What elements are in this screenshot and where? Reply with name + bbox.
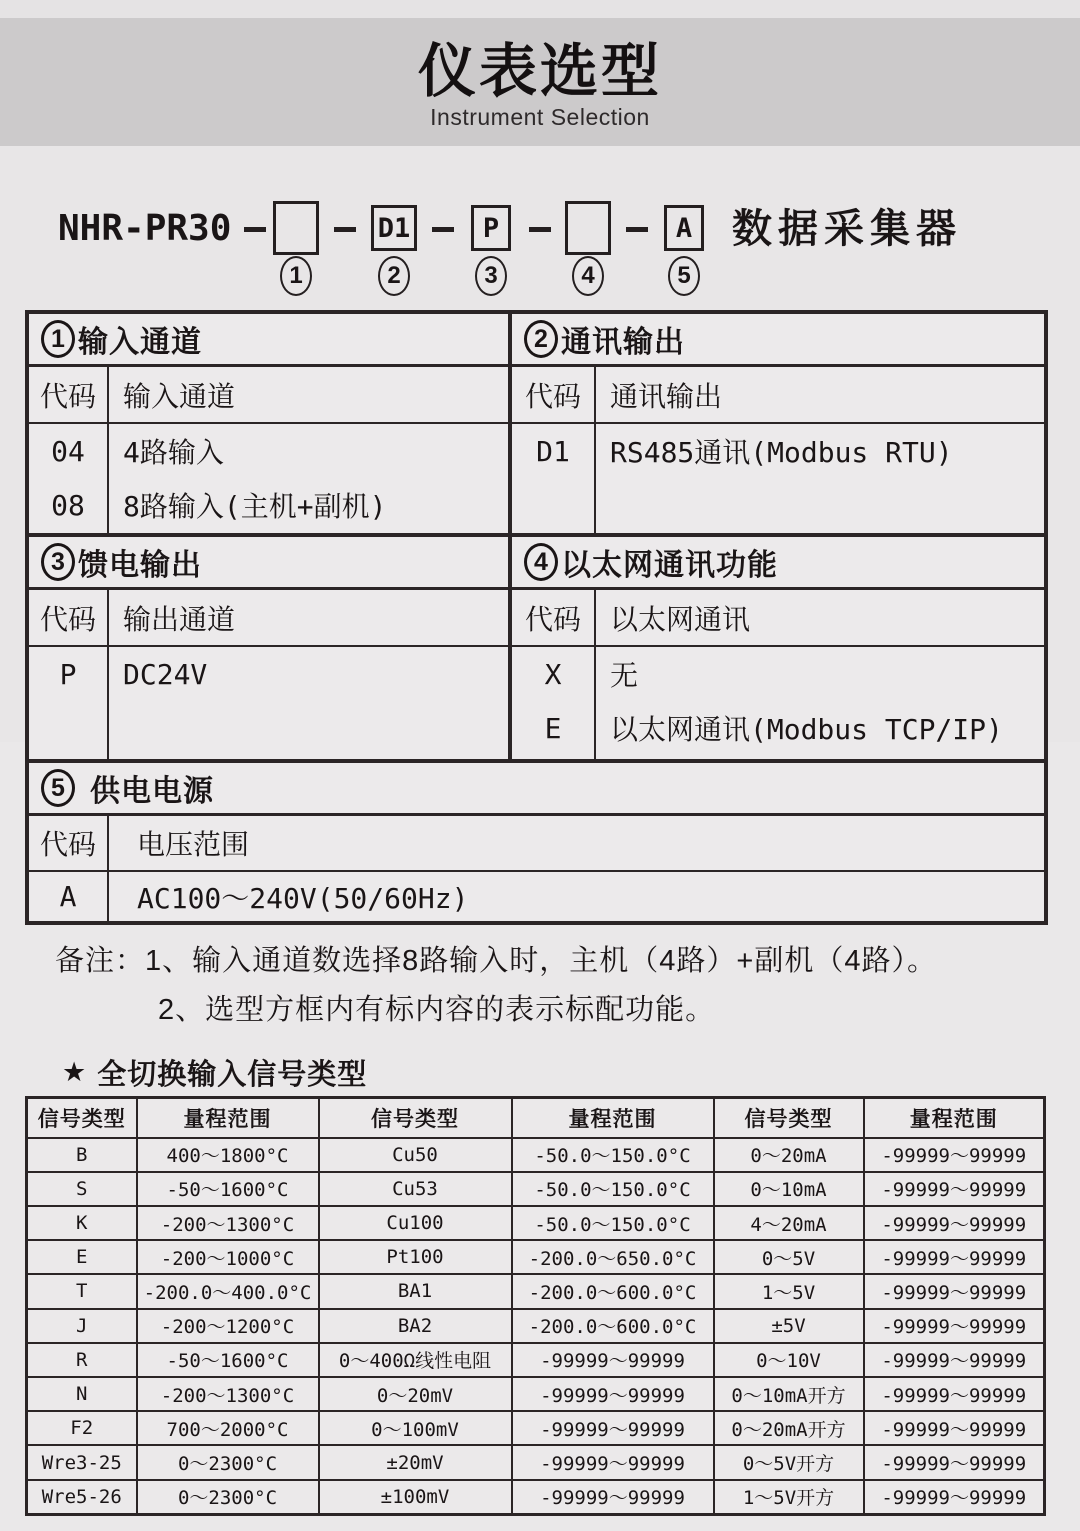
model-slot-2: D1 — [371, 205, 417, 251]
signal-type-cell: S — [27, 1172, 137, 1206]
model-index-2: 2 — [378, 256, 410, 296]
table-row — [27, 1343, 1045, 1377]
signal-type-cell: N — [27, 1377, 137, 1411]
range-cell: -99999～99999 — [512, 1343, 714, 1377]
section-title: 以太网通讯功能 — [561, 549, 778, 582]
signal-type-cell: 0～20mA — [714, 1138, 864, 1172]
code-column-header: 代码 — [29, 590, 109, 645]
table-row — [27, 1377, 1045, 1411]
signal-type-cell: Cu53 — [319, 1172, 512, 1206]
range-cell: -99999～99999 — [512, 1377, 714, 1411]
option-code: X — [544, 657, 562, 691]
signal-type-cell: 1～5V — [714, 1274, 864, 1308]
circled-index: 4 — [524, 543, 558, 581]
signal-type-cell: T — [27, 1274, 137, 1308]
range-cell: -99999～99999 — [864, 1240, 1045, 1274]
range-cell: -99999～99999 — [512, 1445, 714, 1479]
desc-column-header: 输出通道 — [123, 603, 236, 635]
desc-column-header: 通讯输出 — [610, 380, 723, 412]
section-5-power-supply — [29, 763, 1044, 921]
range-cell: -99999～99999 — [512, 1480, 714, 1515]
signal-types-table — [25, 1096, 1046, 1516]
signal-type-cell: Pt100 — [319, 1240, 512, 1274]
circled-index: 2 — [524, 320, 558, 358]
range-cell: -50～1600°C — [137, 1172, 319, 1206]
table-row — [27, 1172, 1045, 1206]
note-line-1: 备注：1、输入通道数选择8路输入时，主机（4路）+副机（4路）。 — [55, 945, 937, 977]
model-slot-4 — [565, 201, 611, 255]
table-row — [27, 1274, 1045, 1308]
note-line-2: 2、选型方框内有标内容的表示标配功能。 — [158, 994, 716, 1026]
signal-types-title-text: 全切换输入信号类型 — [97, 1059, 368, 1091]
code-column-header: 代码 — [29, 816, 109, 870]
option-code: A — [59, 880, 77, 913]
code-column-header: 代码 — [29, 367, 109, 422]
option-desc: RS485通讯(Modbus RTU) — [610, 436, 953, 469]
table-row — [27, 1206, 1045, 1240]
range-cell: -50.0～150.0°C — [512, 1206, 714, 1240]
range-cell: 0～2300°C — [137, 1480, 319, 1515]
signal-type-cell: BA2 — [319, 1309, 512, 1343]
signal-type-cell: Cu100 — [319, 1206, 512, 1240]
range-cell: -99999～99999 — [864, 1343, 1045, 1377]
code-column-header: 代码 — [512, 590, 596, 645]
signal-type-cell: B — [27, 1138, 137, 1172]
model-slot-1 — [273, 201, 319, 255]
signal-type-cell: Wre5-26 — [27, 1480, 137, 1515]
range-cell: -200～1000°C — [137, 1240, 319, 1274]
dash-separator — [626, 227, 648, 232]
circled-index: 5 — [41, 769, 75, 807]
desc-column-header: 输入通道 — [123, 380, 236, 412]
option-desc: 8路输入(主机+副机) — [123, 490, 387, 523]
signal-type-cell: BA1 — [319, 1274, 512, 1308]
signal-types-title — [62, 1052, 367, 1093]
page-title: 仪表选型 — [417, 38, 662, 104]
signal-type-cell: 0～10V — [714, 1343, 864, 1377]
range-cell: -50.0～150.0°C — [512, 1138, 714, 1172]
model-suffix: 数据采集器 — [732, 207, 962, 251]
column-header: 量程范围 — [864, 1098, 1045, 1138]
range-cell: -200.0～600.0°C — [512, 1274, 714, 1308]
option-desc: 无 — [610, 659, 639, 692]
column-header: 信号类型 — [319, 1098, 512, 1138]
range-cell: -99999～99999 — [864, 1480, 1045, 1515]
range-cell: -99999～99999 — [864, 1138, 1045, 1172]
range-cell: -50.0～150.0°C — [512, 1172, 714, 1206]
range-cell: -99999～99999 — [864, 1411, 1045, 1445]
option-desc: DC24V — [123, 657, 208, 691]
option-code: D1 — [536, 434, 570, 468]
signal-type-cell: 0～10mA — [714, 1172, 864, 1206]
signal-type-cell: ±5V — [714, 1309, 864, 1343]
dash-separator — [432, 227, 454, 232]
section-title: 输入通道 — [78, 326, 202, 359]
option-code: 04 — [51, 434, 85, 468]
signal-type-cell: Wre3-25 — [27, 1445, 137, 1479]
range-cell: -200～1300°C — [137, 1377, 319, 1411]
section-title: 通讯输出 — [561, 326, 685, 359]
signal-type-cell: R — [27, 1343, 137, 1377]
model-prefix: NHR-PR30 — [58, 208, 232, 249]
dash-separator — [244, 227, 266, 232]
section-title: 馈电输出 — [78, 549, 202, 582]
signal-type-cell: J — [27, 1309, 137, 1343]
signal-type-cell: 0～10mA开方 — [714, 1377, 864, 1411]
range-cell: -99999～99999 — [864, 1206, 1045, 1240]
option-code: 08 — [51, 488, 85, 522]
option-desc: 以太网通讯(Modbus TCP/IP) — [610, 713, 1003, 746]
page-header — [0, 18, 1080, 146]
circled-index: 3 — [41, 543, 75, 581]
section-3-power-feed-output — [29, 537, 512, 759]
range-cell: -200.0～600.0°C — [512, 1309, 714, 1343]
option-code: E — [544, 711, 562, 745]
signal-type-cell: 0～20mA开方 — [714, 1411, 864, 1445]
range-cell: -200.0～400.0°C — [137, 1274, 319, 1308]
range-cell: -200～1200°C — [137, 1309, 319, 1343]
star-icon: ★ — [62, 1057, 88, 1087]
range-cell: 400～1800°C — [137, 1138, 319, 1172]
range-cell: -50～1600°C — [137, 1343, 319, 1377]
code-column-header: 代码 — [512, 367, 596, 422]
circled-index: 1 — [41, 320, 75, 358]
page-subtitle: Instrument Selection — [430, 103, 650, 130]
background-band-top — [0, 0, 1080, 18]
signal-type-cell: K — [27, 1206, 137, 1240]
signal-type-cell: 1～5V开方 — [714, 1480, 864, 1515]
desc-column-header: 以太网通讯 — [610, 603, 751, 635]
range-cell: -99999～99999 — [864, 1445, 1045, 1479]
model-index-5: 5 — [668, 256, 700, 296]
section-4-ethernet-comm — [512, 537, 1044, 759]
range-cell: -99999～99999 — [864, 1274, 1045, 1308]
table-header-row — [27, 1098, 1045, 1138]
signal-type-cell: 4～20mA — [714, 1206, 864, 1240]
option-desc: 4路输入 — [123, 436, 224, 469]
model-slot-3: P — [471, 205, 511, 251]
range-cell: -99999～99999 — [512, 1411, 714, 1445]
range-cell: -99999～99999 — [864, 1377, 1045, 1411]
dash-separator — [334, 227, 356, 232]
model-slot-5: A — [664, 205, 704, 251]
dash-separator — [529, 227, 551, 232]
table-row — [27, 1240, 1045, 1274]
model-index-1: 1 — [280, 256, 312, 296]
signal-type-cell: Cu50 — [319, 1138, 512, 1172]
column-header: 量程范围 — [512, 1098, 714, 1138]
signal-type-cell: 0～100mV — [319, 1411, 512, 1445]
section-1-input-channel — [29, 314, 512, 533]
signal-type-cell: 0～400Ω线性电阻 — [319, 1343, 512, 1377]
desc-column-header: 电压范围 — [137, 829, 250, 860]
table-row — [27, 1138, 1045, 1172]
table-row — [27, 1480, 1045, 1515]
column-header: 量程范围 — [137, 1098, 319, 1138]
signal-type-cell: 0～5V开方 — [714, 1445, 864, 1479]
range-cell: 700～2000°C — [137, 1411, 319, 1445]
selection-row-2 — [25, 533, 1048, 763]
table-row — [27, 1445, 1045, 1479]
range-cell: -200.0～650.0°C — [512, 1240, 714, 1274]
option-desc: AC100～240V(50/60Hz) — [137, 881, 469, 915]
signal-type-cell: 0～5V — [714, 1240, 864, 1274]
model-index-3: 3 — [475, 256, 507, 296]
signal-type-cell: E — [27, 1240, 137, 1274]
option-code: P — [59, 657, 77, 691]
range-cell: -99999～99999 — [864, 1172, 1045, 1206]
signal-type-cell: ±20mV — [319, 1445, 512, 1479]
signal-type-cell: F2 — [27, 1411, 137, 1445]
signal-type-cell: ±100mV — [319, 1480, 512, 1515]
column-header: 信号类型 — [714, 1098, 864, 1138]
selection-row-3 — [25, 759, 1048, 925]
signal-type-cell: 0～20mV — [319, 1377, 512, 1411]
section-2-comm-output — [512, 314, 1044, 533]
section-title: 供电电源 — [90, 775, 214, 808]
range-cell: -200～1300°C — [137, 1206, 319, 1240]
selection-row-1 — [25, 310, 1048, 537]
range-cell: -99999～99999 — [864, 1309, 1045, 1343]
column-header: 信号类型 — [27, 1098, 137, 1138]
model-index-4: 4 — [572, 256, 604, 296]
table-row — [27, 1411, 1045, 1445]
range-cell: 0～2300°C — [137, 1445, 319, 1479]
table-row — [27, 1309, 1045, 1343]
